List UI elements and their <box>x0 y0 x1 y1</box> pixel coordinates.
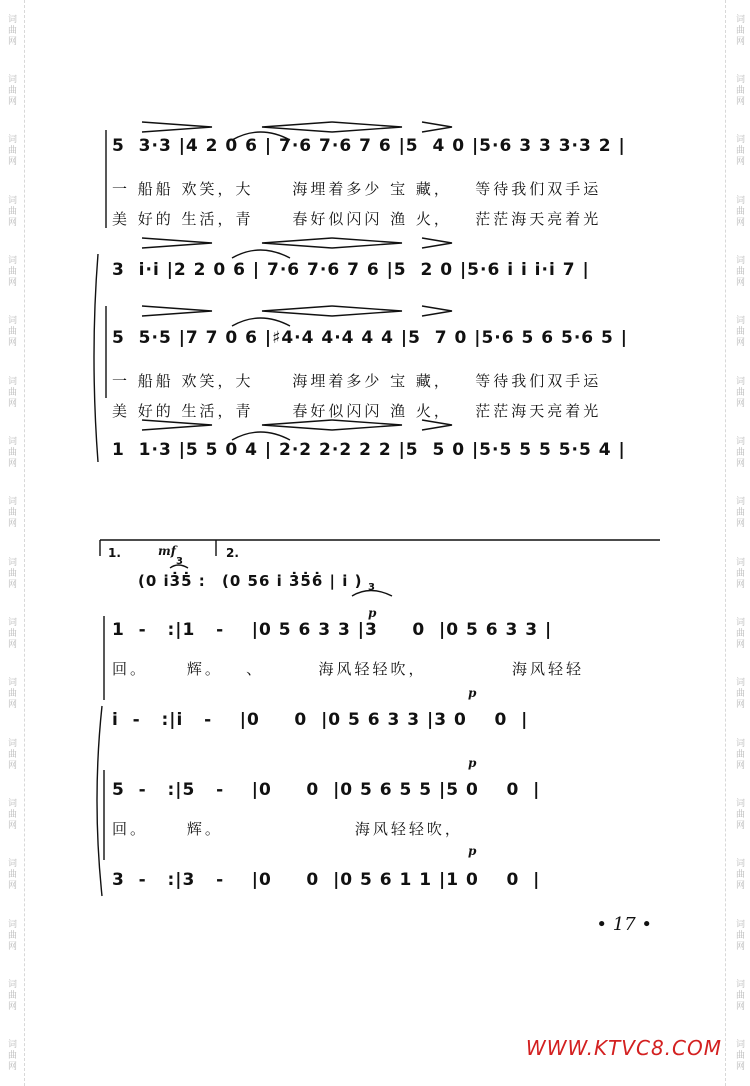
watermark: 词曲网 <box>734 194 744 228</box>
lyric-row-3 <box>0 370 750 400</box>
watermark: 词曲网 <box>734 496 744 530</box>
watermark: 词曲网 <box>6 677 16 711</box>
staff-1-notes: 5 3·3 |4 2 0 6 | 7·6 7·6 7 6 |5 4 0 |5·6 3 3 3·3 2 | <box>112 136 626 156</box>
watermark: 词曲网 <box>734 13 744 47</box>
watermark: 词曲网 <box>734 918 744 952</box>
watermark: 词曲网 <box>6 13 16 47</box>
intro-ending-2: (0 56 i 3̇5̇6̇ | i ) <box>222 572 363 590</box>
hairpin-crescendo <box>262 238 332 248</box>
hairpin-decrescendo <box>332 238 402 248</box>
hairpin-crescendo <box>262 122 332 132</box>
lyric-line-3: 一 船船 欢笑，大 海埋着多少 宝 藏， 等待我们双手运 <box>112 372 602 390</box>
watermark: 词曲网 <box>6 134 16 168</box>
lyric-line-4: 美 好的 生活，青 春好似闪闪 渔 火， 茫茫海天亮着光 <box>112 402 602 420</box>
staff-3-row <box>0 328 750 358</box>
hairpin-decrescendo <box>422 306 452 316</box>
watermark: 词曲网 <box>734 797 744 831</box>
lyric-row-1 <box>0 178 750 208</box>
watermark: 词曲网 <box>6 556 16 590</box>
watermark: 词曲网 <box>734 978 744 1012</box>
hairpin-decrescendo <box>332 306 402 316</box>
dynamic-p: p <box>368 606 377 620</box>
watermark: 词曲网 <box>734 616 744 650</box>
lyric-line-1: 一 船船 欢笑，大 海埋着多少 宝 藏， 等待我们双手运 <box>112 180 602 198</box>
slur <box>232 318 290 326</box>
staff-1-row <box>0 136 750 166</box>
watermark: 词曲网 <box>734 435 744 469</box>
slur <box>232 250 290 258</box>
page-number: • 17 • <box>596 914 652 935</box>
staff-4-notes: 1 1·3 |5 5 0 4 | 2·2 2·2 2 2 |5 5 0 |5·5 5 5 5·5 4 | <box>112 440 626 460</box>
dynamic-p: p <box>468 844 477 858</box>
watermark: 词曲网 <box>6 858 16 892</box>
hairpin-decrescendo <box>332 122 402 132</box>
staff-4-row <box>0 440 750 470</box>
watermark: 词曲网 <box>734 737 744 771</box>
watermark: 词曲网 <box>734 1039 744 1073</box>
watermark: 词曲网 <box>6 1039 16 1073</box>
staff-2-row <box>0 260 750 290</box>
triplet-mark: 3 <box>176 556 183 567</box>
section2-staff-4-notes: 3 - :|3 - |0 0 |0 5 6 1 1 |1 0 0 | <box>112 870 541 890</box>
section2-lyric-line-1: 回。 辉。 、 海风轻轻吹， 海风轻轻 <box>112 660 584 678</box>
hairpin-decrescendo <box>422 122 452 132</box>
dynamic-mf: mf <box>158 544 176 558</box>
dynamic-p: p <box>468 756 477 770</box>
watermark: 词曲网 <box>6 435 16 469</box>
slur <box>232 432 290 440</box>
triplet-mark: 3 <box>368 582 375 593</box>
watermark: 词曲网 <box>6 918 16 952</box>
volta-1-label: 1. <box>108 546 121 560</box>
lyric-row-2 <box>0 208 750 238</box>
hairpin-decrescendo <box>422 238 452 248</box>
hairpin-decrescendo <box>142 238 212 248</box>
lyric-row-4 <box>0 400 750 430</box>
watermark: 词曲网 <box>6 496 16 530</box>
volta-2-label: 2. <box>226 546 239 560</box>
watermark: 词曲网 <box>734 556 744 590</box>
watermark: 词曲网 <box>6 737 16 771</box>
section2-staff-3-row <box>0 780 750 810</box>
watermark: 词曲网 <box>6 194 16 228</box>
section2-staff-2-notes: i - :|i - |0 0 |0 5 6 3 3 |3 0 0 | <box>112 710 529 730</box>
watermark: 词曲网 <box>6 375 16 409</box>
watermark: 词曲网 <box>6 315 16 349</box>
watermark: 词曲网 <box>6 73 16 107</box>
site-watermark: WWW.KTVC8.COM <box>525 1036 722 1060</box>
lyric-line-2: 美 好的 生活，青 春好似闪闪 渔 火， 茫茫海天亮着光 <box>112 210 602 228</box>
watermark: 词曲网 <box>734 254 744 288</box>
hairpin-decrescendo <box>142 306 212 316</box>
section2-lyric-row-1 <box>0 658 750 688</box>
watermark: 词曲网 <box>734 134 744 168</box>
hairpin-decrescendo <box>142 122 212 132</box>
watermark: 词曲网 <box>6 616 16 650</box>
watermark: 词曲网 <box>734 73 744 107</box>
dynamic-p: p <box>468 686 477 700</box>
hairpin-crescendo <box>262 306 332 316</box>
watermark: 词曲网 <box>6 797 16 831</box>
section2-lyric-line-2: 回。 辉。 海风轻轻吹， <box>112 820 463 838</box>
staff-2-notes: 3 i·i |2 2 0 6 | 7·6 7·6 7 6 |5 2 0 |5·6 i i i·i 7 | <box>112 260 590 280</box>
section2-staff-1-notes: 1 - :|1 - |0 5 6 3 3 |3 0 |0 5 6 3 3 | <box>112 620 553 640</box>
section2-staff-3-notes: 5 - :|5 - |0 0 |0 5 6 5 5 |5 0 0 | <box>112 780 541 800</box>
section2-staff-2-row <box>0 710 750 740</box>
watermark: 词曲网 <box>6 254 16 288</box>
staff-3-notes: 5 5·5 |7 7 0 6 |♯4·4 4·4 4 4 |5 7 0 |5·6 5 6 5·6 5 | <box>112 328 628 348</box>
watermark: 词曲网 <box>734 677 744 711</box>
intro-ending-1: (0 i3̇5̇ : <box>138 572 206 590</box>
section2-staff-4-row <box>0 870 750 900</box>
section2-staff-1-row <box>0 620 750 650</box>
watermark: 词曲网 <box>6 978 16 1012</box>
section2-lyric-row-2 <box>0 818 750 848</box>
watermark: 词曲网 <box>734 375 744 409</box>
watermark: 词曲网 <box>734 315 744 349</box>
watermark: 词曲网 <box>734 858 744 892</box>
